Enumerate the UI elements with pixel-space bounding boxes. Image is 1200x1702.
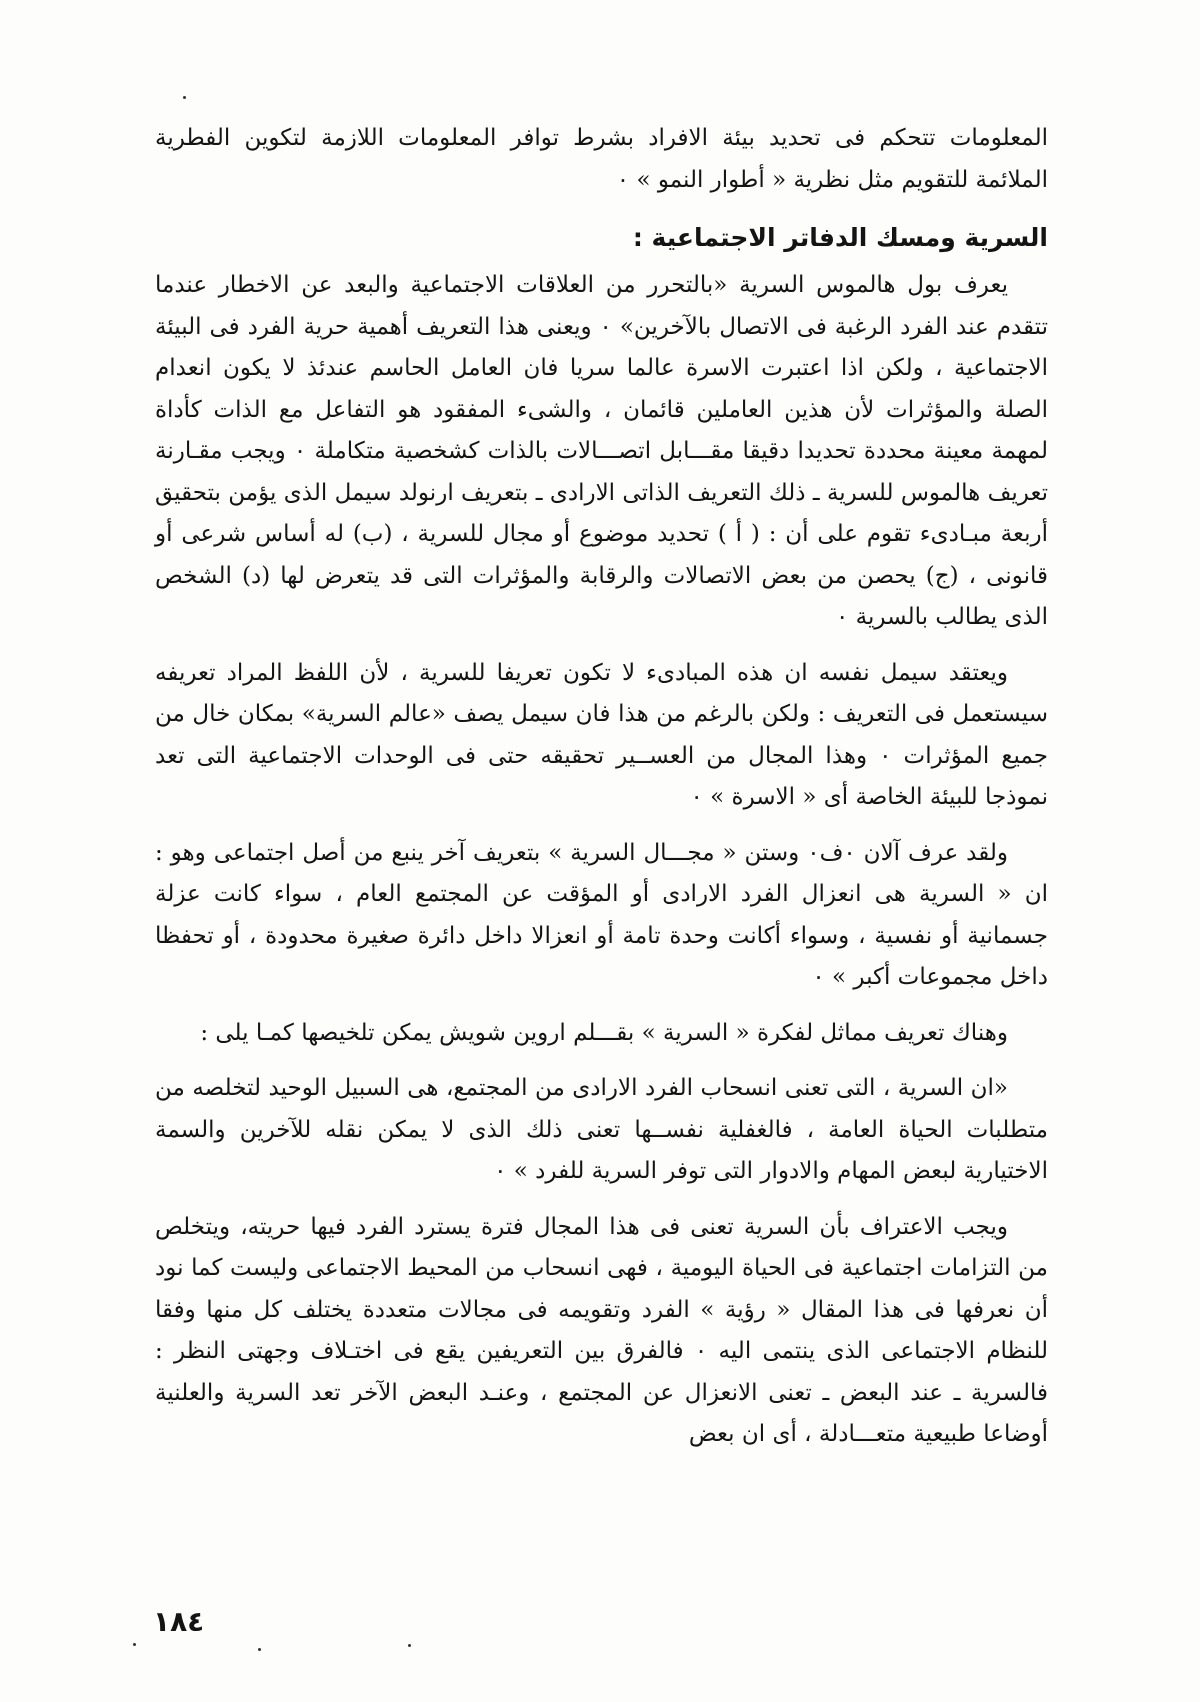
section-heading: السرية ومسك الدفاتر الاجتماعية : [632, 223, 1048, 252]
paragraph-quote: «ان السرية ، التى تعنى انسحاب الفرد الارادى من المجتمع، هى السبيل الوحيد لتخلصه من متطلبات الحياة العامة ، فالغفلية نفســها تعنى ذلك الذى لا يمكن نقله للآخرين والسمة الاختيارية لبعض المهام والادوار التى توفر السرية للفرد » ٠ [155, 1075, 1048, 1184]
scan-speck [258, 1648, 261, 1651]
scan-speck [183, 96, 186, 99]
scan-speck [133, 1643, 136, 1646]
page-number: ١٨٤ [153, 1605, 205, 1638]
scan-speck [408, 1644, 411, 1647]
body-text [155, 118, 1048, 1456]
paragraph-conclusion: ويجب الاعتراف بأن السرية تعنى فى هذا المجال فترة يسترد الفرد فيها حريته، ويتخلص من التزامات اجتماعية فى الحياة اليومية ، فهى انسحاب من المحيط الاجتماعى وليست كما نود أن نعرفها فى هذا المقال « رؤية » الفرد وتقويمه فى مجالات متعددة يختلف كل منها وفقا للنظام الاجتماعى الذى ينتمى اليه ٠ فالفرق بين التعريفين يقع فى اختـلاف وجهتى النظر : فالسرية ـ عند البعض ـ تعنى الانعزال عن المجتمع ، وعنـد البعض الآخر تعد السرية والعلنية أوضاعا طبيعية متعـــادلة ، أى ان بعض [155, 1213, 1048, 1447]
paragraph-schwartz-intro: وهناك تعريف مماثل لفكرة « السرية » بقـــلم اروين شويش يمكن تلخيصها كمـا يلى : [200, 1019, 1008, 1046]
paragraph-simmel-principles: ويعتقد سيمل نفسه ان هذه المبادىء لا تكون تعريفا للسرية ، لأن اللفظ المراد تعريفه سيستعمل فى التعريف : ولكن بالرغم من هذا فان سيمل يصف «عالم السرية» بمكان خال من جميع المؤثرات ٠ وهذا المجال من العســير تحقيقه حتى فى الوحدات الاجتماعية التى تعد نموذجا للبيئة الخاصة أى « الاسرة » ٠ [155, 659, 1048, 810]
paragraph-halmos-definition: يعرف بول هالموس السرية «بالتحرر من العلاقات الاجتماعية والبعد عن الاخطار عندما تتقدم عند الفرد الرغبة فى الاتصال بالآخرين» ٠ ويعنى هذا التعريف أهمية حرية الفرد فى البيئة الاجتماعية ، ولكن اذا اعتبرت الاسرة عالما سريا فان العامل الحاسم عندئذ لا يكون انعدام الصلة والمؤثرات لأن هذين العاملين قائمان ، والشىء المفقود هو التفاعل مع الذات كأداة لمهمة معينة محددة تحديدا دقيقا مقـــابل اتصـــالات بالذات كشخصية متكاملة ٠ ويجب مقـارنة تعريف هالموس للسرية ـ ذلك التعريف الذاتى الارادى ـ بتعريف ارنولد سيمل الذى يؤمن بتحقيق أربعة مبـادىء تقوم على أن : ( أ ) تحديد موضوع أو مجال للسرية ، (ب) له أساس شرعى أو قانونى ، (ج) يحصن من بعض الاتصالات والرقابة والمؤثرات التى قد يتعرض لها (د) الشخص الذى يطالب بالسرية ٠ [155, 272, 1048, 630]
paragraph-westin-definition: ولقد عرف آلان ٠ف٠ وستن « مجـــال السرية » بتعريف آخر ينبع من أصل اجتماعى وهو : ان « السرية هى انعزال الفرد الارادى أو المؤقت عن المجتمع العام ، سواء كانت عزلة جسمانية أو نفسية ، وسواء أكانت وحدة تامة أو انعزالا داخل دائرة صغيرة محدودة ، أو تحفظا داخل مجموعات أكبر » ٠ [155, 839, 1048, 990]
paragraph-continuation: المعلومات تتحكم فى تحديد بيئة الافراد بشرط توافر المعلومات اللازمة لتكوين الفطرية الملائمة للتقويم مثل نظرية « أطوار النمو » ٠ [155, 125, 1048, 193]
